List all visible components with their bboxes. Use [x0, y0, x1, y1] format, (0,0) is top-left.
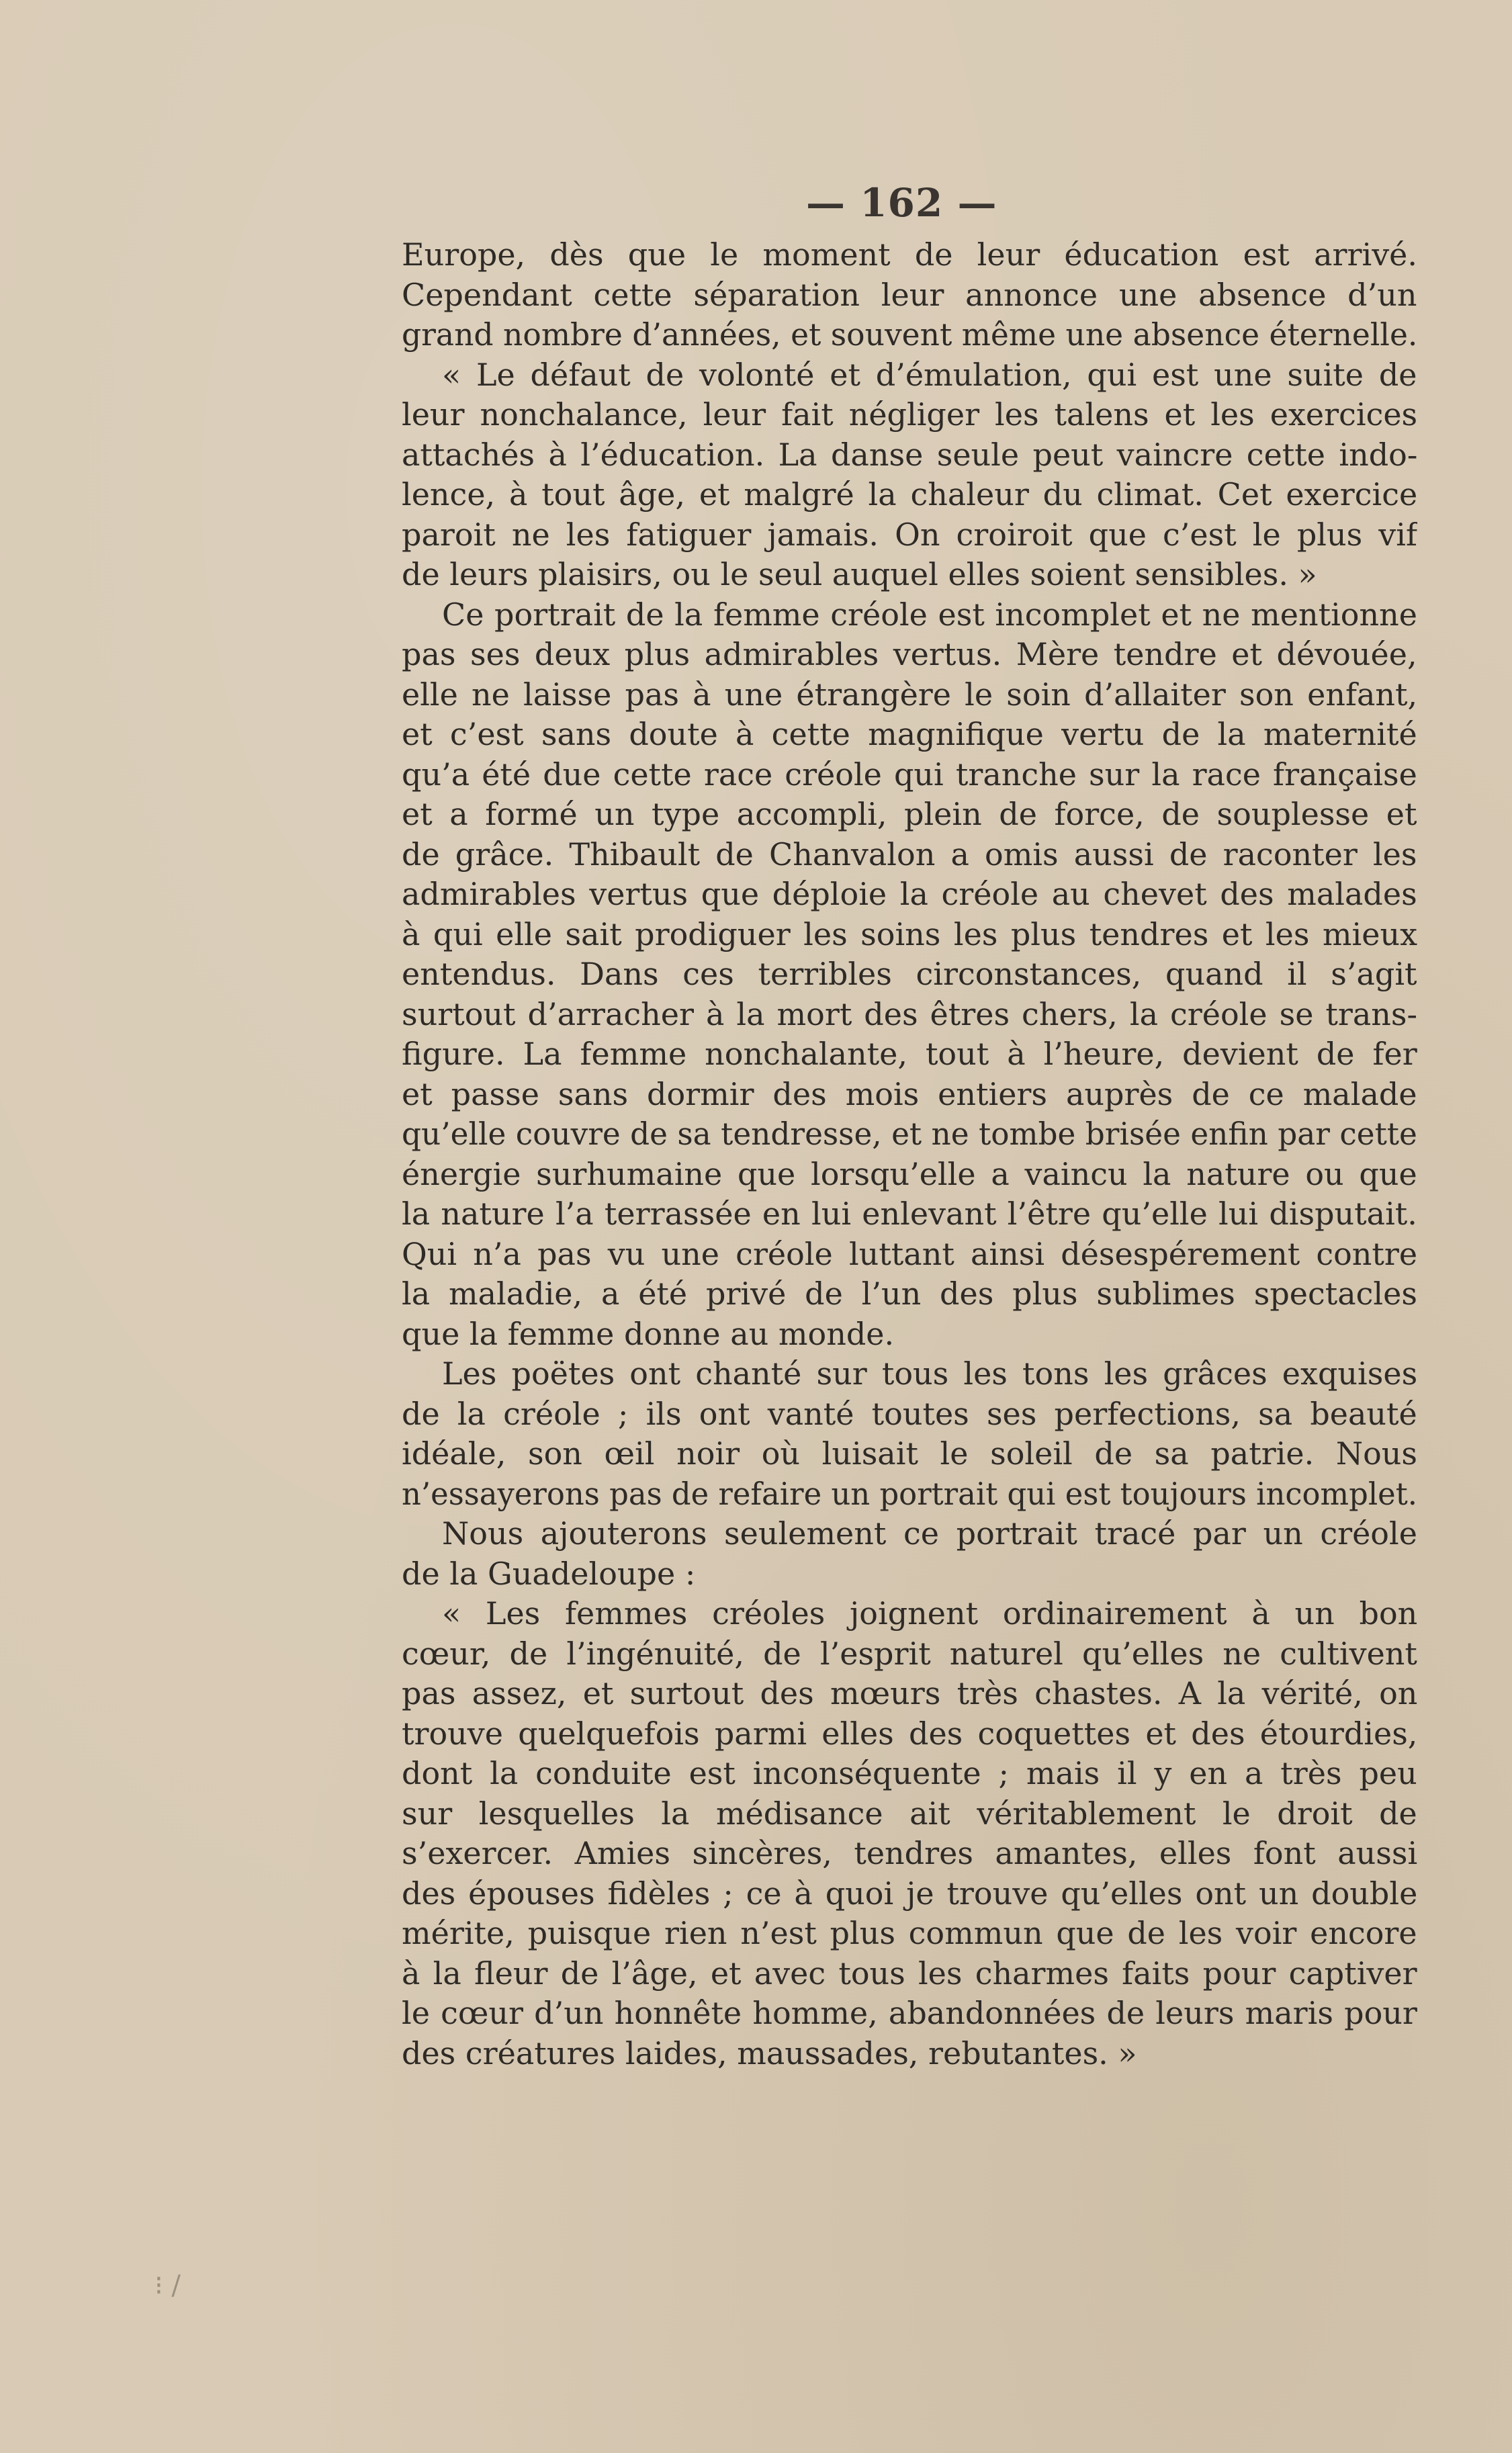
text-line: Cependant cette séparation leur annonce une absence d’un	[402, 276, 1417, 313]
text-line: elle ne laisse pas à une étrangère le soin d’allaiter son enfant,	[402, 676, 1417, 713]
text-line: idéale, son œil noir où luisait le soleil de sa patrie. Nous	[402, 1435, 1417, 1472]
text-line: Europe, dès que le moment de leur éducation est arrivé.	[402, 236, 1417, 273]
text-line: dont la conduite est inconséquente ; mais il y en a très peu	[402, 1755, 1417, 1791]
text-line: attachés à l’éducation. La danse seule peut vaincre cette indo-	[402, 436, 1417, 473]
text-line: énergie surhumaine que lorsqu’elle a vaincu la nature ou que	[402, 1155, 1417, 1192]
text-line: cœur, de l’ingénuité, de l’esprit naturel qu’elles ne cultivent	[402, 1635, 1417, 1672]
text-line: et a formé un type accompli, plein de force, de souplesse et	[402, 796, 1417, 832]
text-line: de la Guadeloupe :	[402, 1555, 696, 1592]
text-line: grand nombre d’années, et souvent même une absence éternelle.	[402, 316, 1417, 353]
text-line: des créatures laides, maussades, rebutantes. »	[402, 2035, 1137, 2071]
text-line: trouve quelquefois parmi elles des coquettes et des étourdies,	[402, 1715, 1417, 1752]
text-line: lence, à tout âge, et malgré la chaleur du climat. Cet exercice	[402, 476, 1417, 512]
text-line: pas assez, et surtout des mœurs très chastes. A la vérité, on	[402, 1675, 1417, 1711]
text-line: paroit ne les fatiguer jamais. On croiroit que c’est le plus vif	[402, 516, 1417, 553]
body-text	[402, 235, 1417, 2073]
text-line: Qui n’a pas vu une créole luttant ainsi désespérement contre	[402, 1235, 1417, 1272]
text-line: de grâce. Thibault de Chanvalon a omis aussi de raconter les	[402, 836, 1417, 873]
text-line: entendus. Dans ces terribles circonstances, quand il s’agit	[402, 956, 1417, 992]
text-line: la nature l’a terrassée en lui enlevant l’être qu’elle lui disputait.	[402, 1196, 1417, 1232]
text-line: « Le défaut de volonté et d’émulation, qui est une suite de	[442, 356, 1417, 393]
text-line: pas ses deux plus admirables vertus. Mère tendre et dévouée,	[402, 636, 1417, 672]
text-line: qu’elle couvre de sa tendresse, et ne tombe brisée enfin par cette	[402, 1116, 1417, 1152]
text-line: admirables vertus que déploie la créole au chevet des malades	[402, 876, 1417, 912]
text-line: à la fleur de l’âge, et avec tous les charmes faits pour captiver	[402, 1955, 1417, 1992]
text-line: Ce portrait de la femme créole est incomplet et ne mentionne	[442, 596, 1417, 633]
text-line: des épouses fidèles ; ce à quoi je trouve qu’elles ont un double	[402, 1875, 1417, 1912]
text-line: mérite, puisque rien n’est plus commun que de les voir encore	[402, 1915, 1417, 1951]
text-line: surtout d’arracher à la mort des êtres chers, la créole se trans-	[402, 995, 1417, 1032]
text-line: et passe sans dormir des mois entiers auprès de ce malade	[402, 1075, 1417, 1112]
text-line: à qui elle sait prodiguer les soins les plus tendres et les mieux	[402, 916, 1417, 952]
text-line: s’exercer. Amies sincères, tendres amantes, elles font aussi	[402, 1835, 1417, 1871]
text-line: Les poëtes ont chanté sur tous les tons les grâces exquises	[442, 1355, 1417, 1392]
text-line: de la créole ; ils ont vanté toutes ses perfections, sa beauté	[402, 1395, 1417, 1432]
text-line: n’essayerons pas de refaire un portrait qui est toujours incomplet.	[402, 1475, 1417, 1512]
text-line: leur nonchalance, leur fait négliger les talens et les exercices	[402, 396, 1417, 433]
margin-marks: ⁝ /	[154, 2270, 181, 2301]
text-line: qu’a été due cette race créole qui tranche sur la race française	[402, 756, 1417, 793]
text-line: Nous ajouterons seulement ce portrait tracé par un créole	[442, 1515, 1417, 1552]
page-number: — 162 —	[806, 180, 997, 226]
text-line: sur lesquelles la médisance ait véritablement le droit de	[402, 1795, 1417, 1832]
text-line: le cœur d’un honnête homme, abandonnées de leurs maris pour	[402, 1995, 1417, 2031]
text-line: que la femme donne au monde.	[402, 1315, 895, 1352]
text-line: de leurs plaisirs, ou le seul auquel elles soient sensibles. »	[402, 556, 1317, 592]
text-line: et c’est sans doute à cette magnifique vertu de la maternité	[402, 716, 1417, 752]
text-line: la maladie, a été privé de l’un des plus sublimes spectacles	[402, 1276, 1417, 1312]
text-line: figure. La femme nonchalante, tout à l’heure, devient de fer	[402, 1036, 1417, 1072]
text-line: « Les femmes créoles joignent ordinairement à un bon	[442, 1595, 1417, 1632]
